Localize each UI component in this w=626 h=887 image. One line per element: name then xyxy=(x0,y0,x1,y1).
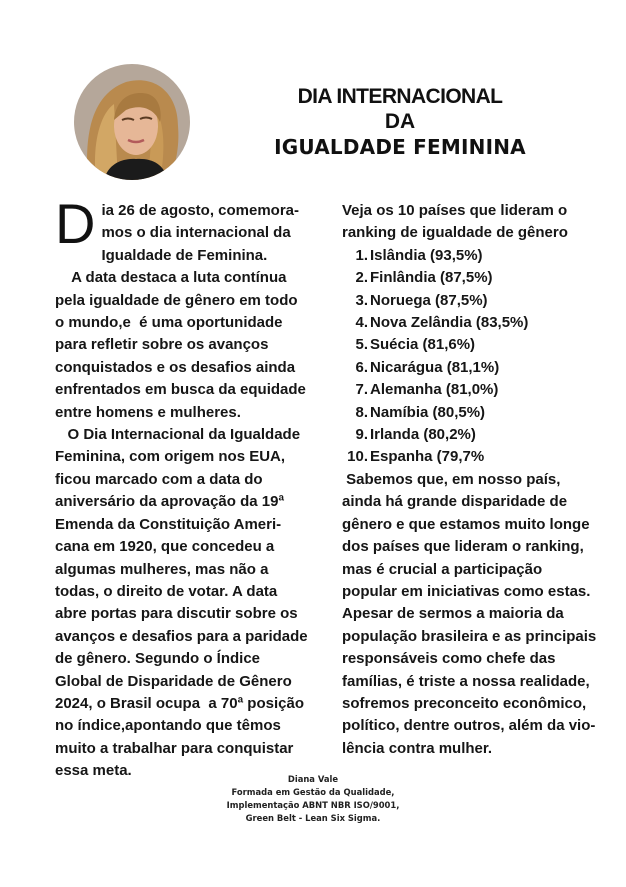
text-line: algumas mulheres, mas não a xyxy=(55,560,269,578)
author-credential: Green Belt - Lean Six Sigma. xyxy=(245,813,381,823)
text-line: ainda há grande disparidade de xyxy=(342,493,568,511)
author-portrait-image xyxy=(74,64,190,180)
text-line: O Dia Internacional da Igualdade xyxy=(55,426,301,444)
text-line: todas, o direito de votar. A data xyxy=(55,582,278,600)
text-line: entre homens e mulheres. xyxy=(55,403,241,421)
list-item xyxy=(342,245,612,267)
text-line: A data destaca a luta contínua xyxy=(55,269,287,287)
text-line: Emenda da Constituição Ameri- xyxy=(55,515,282,533)
drop-cap: D xyxy=(55,192,96,255)
list-number: 8. xyxy=(355,403,368,421)
list-number: 9. xyxy=(355,426,368,444)
text-line: de gênero. Segundo o Índice xyxy=(55,650,261,668)
text-line: abre portas para discutir sobre os xyxy=(55,605,298,623)
list-item xyxy=(342,312,612,334)
text-line: Sabemos que, em nosso país, xyxy=(342,470,561,488)
list-text: Nova Zelândia (83,5%) xyxy=(370,314,529,332)
list-item xyxy=(342,446,612,468)
text-line: lência contra mulher. xyxy=(342,739,493,757)
text-line: pela igualdade de gênero em todo xyxy=(55,291,298,309)
list-item xyxy=(342,379,612,401)
title-line-3: IGUALDADE FEMININA xyxy=(274,135,526,159)
closing-paragraph xyxy=(342,469,612,760)
text-line: no índice,apontando que têmos xyxy=(55,717,281,735)
text-line: 2024, o Brasil ocupa a 70ª posição xyxy=(55,694,304,712)
text-line: político, dentre outros, além da vio- xyxy=(342,717,596,735)
left-column xyxy=(55,192,325,783)
list-number: 7. xyxy=(355,381,368,399)
text-line: Igualdade de Feminina. xyxy=(101,246,268,264)
list-number: 5. xyxy=(355,336,368,354)
list-number: 3. xyxy=(355,291,368,309)
list-text: Islândia (93,5%) xyxy=(370,246,483,264)
context-paragraph xyxy=(55,267,325,424)
text-line: o mundo,e é uma oportunidade xyxy=(55,314,283,332)
list-text: Irlanda (80,2%) xyxy=(370,426,476,444)
list-text: Suécia (81,6%) xyxy=(370,336,476,354)
list-number: 2. xyxy=(355,269,368,287)
history-paragraph xyxy=(55,424,325,783)
list-item xyxy=(342,267,612,289)
text-line: enfrentados em busca da equidade xyxy=(55,381,306,399)
list-text: Nicarágua (81,1%) xyxy=(370,358,500,376)
list-text: Namíbia (80,5%) xyxy=(370,403,486,421)
title-line-2: DA xyxy=(384,110,416,133)
text-line: Veja os 10 países que lideram o xyxy=(342,202,568,219)
list-item xyxy=(342,334,612,356)
list-number: 4. xyxy=(355,314,368,332)
text-line: popular em iniciativas como estas. xyxy=(342,582,591,600)
text-line: muito a trabalhar para conquistar xyxy=(55,739,294,757)
list-text: Espanha (79,7% xyxy=(370,448,485,466)
ranking-list xyxy=(342,245,612,469)
text-line: cana em 1920, que concedeu a xyxy=(55,538,275,556)
list-item xyxy=(342,424,612,446)
text-line: conquistados e os desafios ainda xyxy=(55,358,296,376)
list-item xyxy=(342,290,612,312)
list-number: 6. xyxy=(355,358,368,376)
text-line: aniversário da aprovação da 19ª xyxy=(55,493,284,511)
right-column xyxy=(342,200,612,760)
text-line: ficou marcado com a data do xyxy=(55,470,263,488)
list-item xyxy=(342,357,612,379)
text-line: gênero e que estamos muito longe xyxy=(342,515,590,533)
list-number: 1. xyxy=(355,246,368,264)
text-line: ia 26 de agosto, comemora- xyxy=(101,202,300,219)
list-number: 10. xyxy=(347,448,368,466)
text-line: ranking de igualdade de gênero xyxy=(342,224,568,242)
text-line: Feminina, com origem nos EUA, xyxy=(55,448,286,466)
text-line: essa meta. xyxy=(55,762,132,780)
list-text: Finlândia (87,5%) xyxy=(370,269,493,287)
text-line: para refletir sobre os avanços xyxy=(55,336,269,354)
list-text: Noruega (87,5%) xyxy=(370,291,488,309)
text-line: famílias, é triste a nossa realidade, xyxy=(342,672,590,690)
list-item xyxy=(342,402,612,424)
text-line: Apesar de sermos a maioria da xyxy=(342,605,564,623)
text-line: sofremos preconceito econômico, xyxy=(342,694,587,712)
text-line: avanços e desafios para a paridade xyxy=(55,627,308,645)
author-photo xyxy=(74,64,190,180)
title-line-1: DIA INTERNACIONAL xyxy=(297,85,503,108)
author-credential: Implementação ABNT NBR ISO/9001, xyxy=(226,800,400,810)
author-signature xyxy=(0,773,626,825)
text-line: responsáveis como chefe das xyxy=(342,650,556,668)
list-text: Alemanha (81,0%) xyxy=(370,381,499,399)
text-line: dos países que lideram o ranking, xyxy=(342,538,584,556)
ranking-intro xyxy=(342,200,612,245)
text-line: Global de Disparidade de Gênero xyxy=(55,672,292,690)
text-line: mos o dia internacional da xyxy=(101,224,291,242)
text-line: população brasileira e as principais xyxy=(342,627,597,645)
author-name: Diana Vale xyxy=(287,774,339,784)
intro-paragraph xyxy=(55,192,325,267)
text-line: mas é crucial a participação xyxy=(342,560,543,578)
author-credential: Formada em Gestão da Qualidade, xyxy=(231,787,395,797)
